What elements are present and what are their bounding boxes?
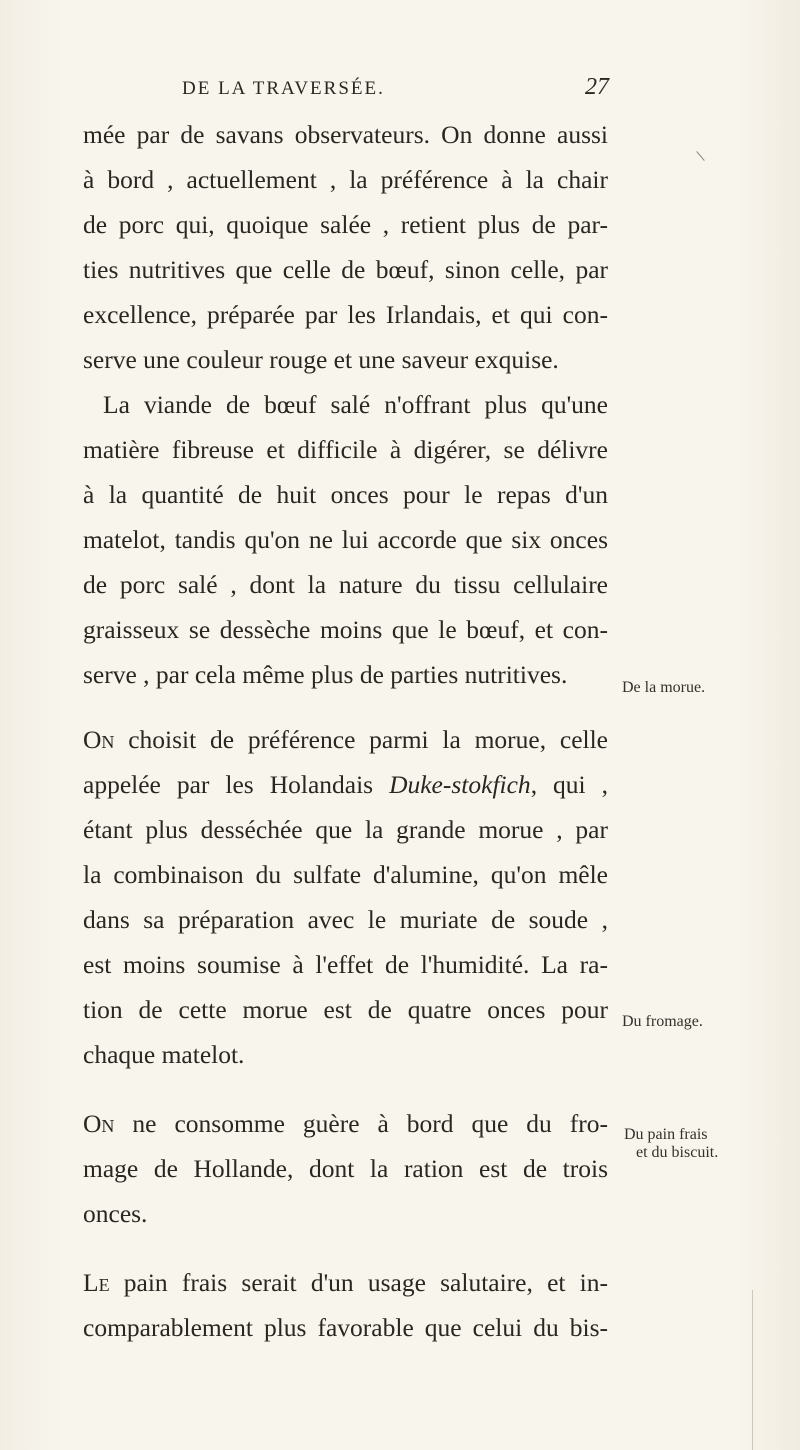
text-line: dans sa préparation avec le muriate de soude , bbox=[83, 905, 608, 934]
text-line: est moins soumise à l'effet de l'humidité. La ra- bbox=[83, 950, 608, 979]
text-span: appelée par les Holandais bbox=[83, 770, 374, 799]
paragraph-1 bbox=[83, 112, 608, 697]
first-word: On bbox=[83, 1109, 115, 1138]
text-line bbox=[83, 1260, 608, 1305]
paragraph-3 bbox=[83, 1101, 608, 1236]
italic-term: Duke-stokfich bbox=[389, 770, 531, 799]
text-span: choisit de préférence parmi la morue, celle bbox=[128, 725, 609, 754]
margin-note-morue: De la morue. bbox=[622, 679, 706, 696]
text-line: à bord , actuellement , la préférence à la chair bbox=[83, 165, 608, 194]
margin-note-biscuit: et du biscuit. bbox=[636, 1144, 719, 1161]
page-edge-mark bbox=[752, 1290, 753, 1450]
paragraph-2 bbox=[83, 717, 608, 1077]
text-line: matière fibreuse et difficile à digérer, se délivre bbox=[83, 435, 608, 464]
text-line: comparablement plus favorable que celui du bis- bbox=[83, 1313, 608, 1342]
text-line: graisseux se dessèche moins que le bœuf, et con- bbox=[83, 615, 608, 644]
text-line: excellence, préparée par les Irlandais, et qui con- bbox=[83, 300, 608, 329]
text-span: pain frais serait d'un usage salutaire, et in- bbox=[123, 1268, 608, 1297]
text-line: mée par de savans observateurs. On donne aussi bbox=[83, 120, 608, 149]
text-line: La viande de bœuf salé n'offrant plus qu'une bbox=[103, 390, 608, 419]
paragraph-4 bbox=[83, 1260, 608, 1350]
first-word: On bbox=[83, 725, 115, 754]
text-line: mage de Hollande, dont la ration est de trois bbox=[83, 1154, 608, 1183]
text-line bbox=[83, 762, 608, 807]
page-header bbox=[0, 74, 800, 108]
first-word: Le bbox=[83, 1268, 110, 1297]
text-line: à la quantité de huit onces pour le repas d'un bbox=[83, 480, 608, 509]
text-span: , qui , bbox=[530, 770, 608, 799]
running-title: DE LA TRAVERSÉE. bbox=[182, 78, 385, 99]
page-number: 27 bbox=[585, 74, 609, 100]
text-line: étant plus desséchée que la grande morue , par bbox=[83, 815, 608, 844]
text-line: serve , par cela même plus de parties nutritives. bbox=[83, 660, 568, 689]
body-text bbox=[83, 112, 608, 1350]
margin-note-pain: Du pain frais bbox=[624, 1126, 708, 1143]
text-line: chaque matelot. bbox=[83, 1040, 245, 1069]
text-line: ties nutritives que celle de bœuf, sinon celle, par bbox=[83, 255, 608, 284]
text-line: de porc salé , dont la nature du tissu cellulaire bbox=[83, 570, 608, 599]
text-line: serve une couleur rouge et une saveur exquise. bbox=[83, 345, 559, 374]
text-line: la combinaison du sulfate d'alumine, qu'on mêle bbox=[83, 860, 608, 889]
text-line: tion de cette morue est de quatre onces pour bbox=[83, 995, 608, 1024]
text-line bbox=[83, 717, 608, 762]
text-line: de porc qui, quoique salée , retient plus de par- bbox=[83, 210, 608, 239]
text-line: matelot, tandis qu'on ne lui accorde que six onces bbox=[83, 525, 608, 554]
text-line: onces. bbox=[83, 1199, 148, 1228]
text-span: ne consomme guère à bord que du fro- bbox=[132, 1109, 609, 1138]
margin-note-fromage: Du fromage. bbox=[622, 1013, 703, 1030]
text-line bbox=[83, 1101, 608, 1146]
page-mark bbox=[696, 151, 704, 161]
